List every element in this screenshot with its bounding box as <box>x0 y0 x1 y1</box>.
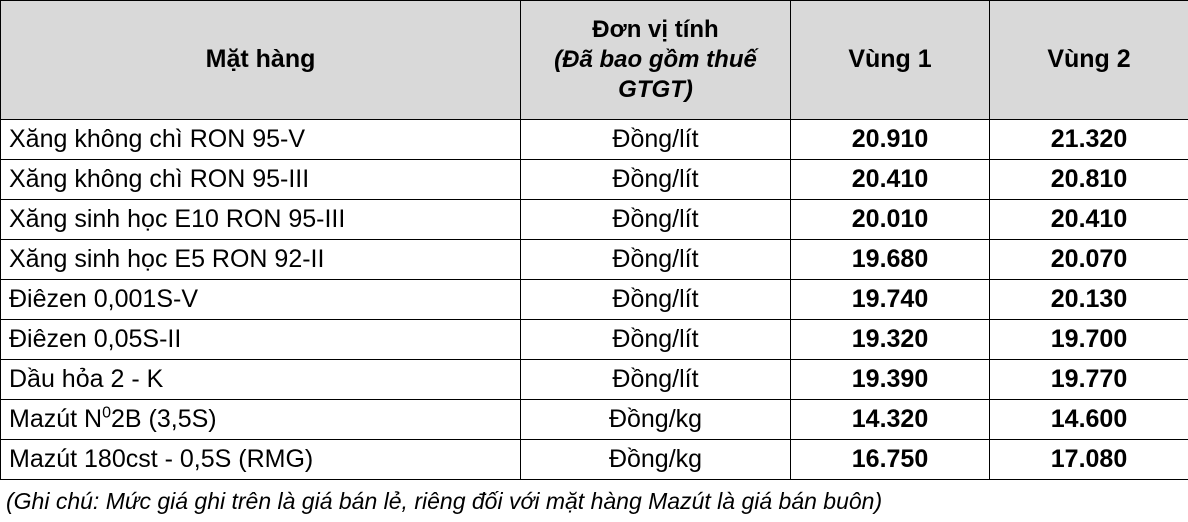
cell-unit: Đồng/lít <box>521 120 791 160</box>
cell-item-prefix: Mazút N <box>9 405 103 433</box>
cell-zone1: 19.740 <box>791 280 990 320</box>
header-row <box>1 1 1188 120</box>
cell-unit: Đồng/kg <box>521 440 791 480</box>
cell-item: Mazút 180cst - 0,5S (RMG) <box>1 440 521 480</box>
cell-item: Điêzen 0,05S-II <box>1 320 521 360</box>
cell-zone2: 20.810 <box>990 160 1188 200</box>
column-header-zone1: Vùng 1 <box>791 1 990 120</box>
column-header-zone2: Vùng 2 <box>990 1 1188 120</box>
cell-zone2: 19.700 <box>990 320 1188 360</box>
cell-zone1: 16.750 <box>791 440 990 480</box>
cell-unit: Đồng/lít <box>521 280 791 320</box>
cell-zone1: 14.320 <box>791 400 990 440</box>
cell-item: Điêzen 0,001S-V <box>1 280 521 320</box>
column-header-unit <box>521 1 791 120</box>
cell-item: Xăng sinh học E5 RON 92-II <box>1 240 521 280</box>
cell-item-superscript: 0 <box>102 404 111 422</box>
table-note: (Ghi chú: Mức giá ghi trên là giá bán lẻ, riêng đối với mặt hàng Mazút là giá bán buôn) <box>6 488 883 514</box>
cell-zone1: 20.910 <box>791 120 990 160</box>
cell-zone1: 19.680 <box>791 240 990 280</box>
cell-unit: Đồng/lít <box>521 160 791 200</box>
column-header-item: Mặt hàng <box>1 1 521 120</box>
cell-zone2: 14.600 <box>990 400 1188 440</box>
table-row <box>1 120 1188 160</box>
cell-zone2: 20.070 <box>990 240 1188 280</box>
cell-item: Xăng không chì RON 95-V <box>1 120 521 160</box>
cell-zone2: 17.080 <box>990 440 1188 480</box>
column-header-unit-line2: (Đã bao gồm thuế GTGT) <box>554 46 757 103</box>
table-row <box>1 400 1188 440</box>
cell-unit: Đồng/lít <box>521 200 791 240</box>
cell-unit: Đồng/kg <box>521 400 791 440</box>
cell-item-suffix: 2B (3,5S) <box>111 405 217 433</box>
cell-unit: Đồng/lít <box>521 360 791 400</box>
cell-zone2: 20.410 <box>990 200 1188 240</box>
table-row <box>1 160 1188 200</box>
table-row <box>1 440 1188 480</box>
table-row <box>1 360 1188 400</box>
cell-zone1: 20.410 <box>791 160 990 200</box>
cell-unit: Đồng/lít <box>521 240 791 280</box>
cell-item <box>1 400 521 440</box>
table-body <box>1 120 1188 480</box>
cell-zone2: 21.320 <box>990 120 1188 160</box>
table-row <box>1 320 1188 360</box>
table-row <box>1 240 1188 280</box>
cell-zone2: 19.770 <box>990 360 1188 400</box>
column-header-unit-line1: Đơn vị tính <box>592 16 719 43</box>
table-row <box>1 200 1188 240</box>
table-header <box>1 1 1188 120</box>
cell-zone1: 19.320 <box>791 320 990 360</box>
cell-zone2: 20.130 <box>990 280 1188 320</box>
cell-zone1: 19.390 <box>791 360 990 400</box>
cell-zone1: 20.010 <box>791 200 990 240</box>
cell-item: Xăng sinh học E10 RON 95-III <box>1 200 521 240</box>
table-row <box>1 280 1188 320</box>
cell-item: Dầu hỏa 2 - K <box>1 360 521 400</box>
cell-unit: Đồng/lít <box>521 320 791 360</box>
cell-item: Xăng không chì RON 95-III <box>1 160 521 200</box>
